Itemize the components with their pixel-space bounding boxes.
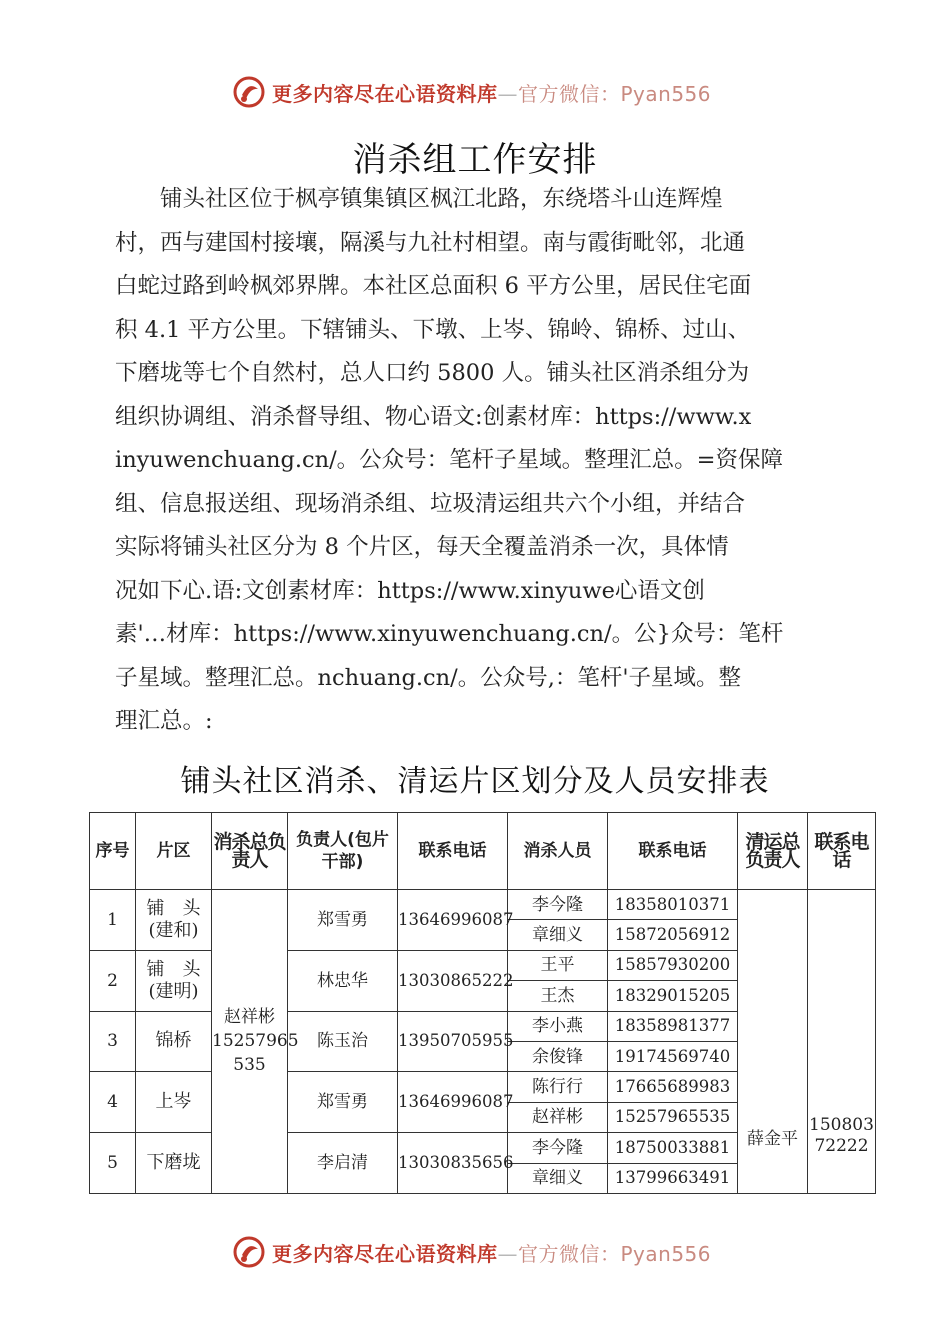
brand-logo-icon bbox=[232, 75, 266, 109]
banner-separator: — bbox=[497, 81, 518, 106]
banner-separator: — bbox=[497, 1241, 518, 1266]
page-title: 消杀组工作安排 bbox=[352, 140, 598, 180]
disinfect-lead-name: 赵祥彬 bbox=[224, 1007, 275, 1028]
disinfect-lead-phone-b: 535 bbox=[233, 1055, 266, 1076]
staff-phone-cell: 15872056912 bbox=[608, 920, 738, 950]
staff-phone-cell: 15857930200 bbox=[608, 950, 738, 980]
header-area: 片区 bbox=[136, 813, 212, 890]
body-line: 理汇总。: bbox=[115, 708, 213, 734]
header-clean-lead: 清运总负责人 bbox=[738, 813, 808, 890]
clean-lead-cell bbox=[738, 890, 808, 1194]
assignment-table bbox=[89, 812, 876, 1194]
header-clean-phone: 联系电话 bbox=[808, 813, 876, 890]
table-header-row bbox=[90, 813, 876, 890]
leader-cell: 李启清 bbox=[288, 1133, 398, 1194]
leader-phone-cell: 13030835656 bbox=[398, 1133, 508, 1194]
header-leader: 负责人(包片干部) bbox=[288, 813, 398, 890]
area-sub: (建和) bbox=[148, 919, 199, 941]
body-line: 况如下心.语:文创素材库：https://www.xinyuwe心语文创 bbox=[115, 577, 705, 604]
staff-phone-cell: 15257965535 bbox=[608, 1102, 738, 1132]
area-sub: (建明) bbox=[148, 980, 199, 1002]
staff-name-cell: 李今隆 bbox=[508, 890, 608, 920]
header-banner bbox=[232, 72, 752, 112]
body-line: 组、信息报送组、现场消杀组、垃圾清运组共六个小组，并结合 bbox=[115, 490, 746, 517]
seq-cell: 3 bbox=[90, 1011, 136, 1072]
leader-cell: 郑雪勇 bbox=[288, 890, 398, 951]
body-line: 铺头社区位于枫亭镇集镇区枫江北路，东绕塔斗山连辉煌 bbox=[160, 186, 723, 212]
table-title: 铺头社区消杀、清运片区划分及人员安排表 bbox=[180, 764, 770, 799]
leader-phone-cell: 13950705955 bbox=[398, 1011, 508, 1072]
header-staff-phone: 联系电话 bbox=[608, 813, 738, 890]
area-cell bbox=[136, 890, 212, 951]
table-row bbox=[90, 890, 876, 920]
leader-phone-cell: 13646996087 bbox=[398, 890, 508, 951]
staff-name-cell: 李小燕 bbox=[508, 1011, 608, 1041]
staff-phone-cell: 13799663491 bbox=[608, 1163, 738, 1193]
staff-phone-cell: 18358981377 bbox=[608, 1011, 738, 1041]
body-line: 子星域。整理汇总。nchuang.cn/。公众号,：笔杆'子星域。整 bbox=[115, 664, 742, 691]
area-name: 铺 头 bbox=[146, 958, 201, 980]
area-cell: 锦桥 bbox=[136, 1011, 212, 1072]
header-disinfect-lead: 消杀总负责人 bbox=[212, 813, 288, 890]
body-line: 村，西与建国村接壤，隔溪与九社村相望。南与霞街毗邻，北通 bbox=[115, 229, 746, 256]
body-line: 素'…材库：https://www.xinyuwenchuang.cn/。公}众号：笔杆 bbox=[115, 621, 784, 647]
staff-name-cell: 李今隆 bbox=[508, 1133, 608, 1163]
body-line: 白蛇过路到岭枫郊界牌。本社区总面积 6 平方公里，居民住宅面 bbox=[115, 273, 752, 299]
area-cell: 上岑 bbox=[136, 1072, 212, 1133]
banner-wechat: 官方微信：Pyan556 bbox=[518, 81, 712, 106]
banner-wechat: 官方微信：Pyan556 bbox=[518, 1241, 712, 1266]
banner-text bbox=[272, 1238, 711, 1267]
staff-phone-cell: 19174569740 bbox=[608, 1041, 738, 1071]
header-phone: 联系电话 bbox=[398, 813, 508, 890]
staff-phone-cell: 18358010371 bbox=[608, 890, 738, 920]
seq-cell: 4 bbox=[90, 1072, 136, 1133]
leader-cell: 郑雪勇 bbox=[288, 1072, 398, 1133]
seq-cell: 5 bbox=[90, 1133, 136, 1194]
area-name: 铺 头 bbox=[146, 897, 201, 919]
leader-phone-cell: 13646996087 bbox=[398, 1072, 508, 1133]
staff-name-cell: 余俊锋 bbox=[508, 1041, 608, 1071]
brand-logo-icon bbox=[232, 1235, 266, 1269]
banner-title: 更多内容尽在心语资料库 bbox=[272, 81, 498, 106]
staff-name-cell: 陈行行 bbox=[508, 1072, 608, 1102]
body-line: inyuwenchuang.cn/。公众号：笔杆子星域。整理汇总。=资保障 bbox=[115, 447, 784, 473]
body-line: 实际将铺头社区分为 8 个片区，每天全覆盖消杀一次，具体情 bbox=[115, 534, 729, 560]
body-line: 积 4.1 平方公里。下辖铺头、下墩、上岑、锦岭、锦桥、过山、 bbox=[115, 316, 751, 343]
body-line: 组织协调组、消杀督导组、物心语文:创素材库：https://www.x bbox=[115, 403, 752, 430]
staff-phone-cell: 18750033881 bbox=[608, 1133, 738, 1163]
staff-name-cell: 赵祥彬 bbox=[508, 1102, 608, 1132]
area-cell bbox=[136, 950, 212, 1011]
staff-name-cell: 章细义 bbox=[508, 1163, 608, 1193]
staff-phone-cell: 17665689983 bbox=[608, 1072, 738, 1102]
clean-phone-b: 72222 bbox=[814, 1135, 869, 1156]
staff-phone-cell: 18329015205 bbox=[608, 981, 738, 1011]
leader-cell: 林忠华 bbox=[288, 950, 398, 1011]
leader-cell: 陈玉治 bbox=[288, 1011, 398, 1072]
body-paragraph bbox=[115, 178, 835, 744]
seq-cell: 1 bbox=[90, 890, 136, 951]
header-staff: 消杀人员 bbox=[508, 813, 608, 890]
footer-banner bbox=[232, 1232, 752, 1272]
disinfect-lead-cell bbox=[212, 890, 299, 1194]
leader-phone-cell: 13030865222 bbox=[398, 950, 508, 1011]
area-cell: 下磨垅 bbox=[136, 1133, 212, 1194]
staff-name-cell: 章细义 bbox=[508, 920, 608, 950]
clean-phone-cell bbox=[808, 890, 876, 1194]
banner-text bbox=[272, 78, 711, 107]
clean-lead-name: 薛金平 bbox=[747, 1128, 798, 1149]
clean-phone-a: 150803 bbox=[809, 1114, 874, 1135]
disinfect-lead-phone-a: 15257965 bbox=[212, 1031, 299, 1052]
body-line: 下磨垅等七个自然村，总人口约 5800 人。铺头社区消杀组分为 bbox=[115, 360, 750, 386]
staff-name-cell: 王杰 bbox=[508, 981, 608, 1011]
banner-title: 更多内容尽在心语资料库 bbox=[272, 1241, 498, 1266]
seq-cell: 2 bbox=[90, 950, 136, 1011]
header-seq: 序号 bbox=[90, 813, 136, 890]
staff-name-cell: 王平 bbox=[508, 950, 608, 980]
